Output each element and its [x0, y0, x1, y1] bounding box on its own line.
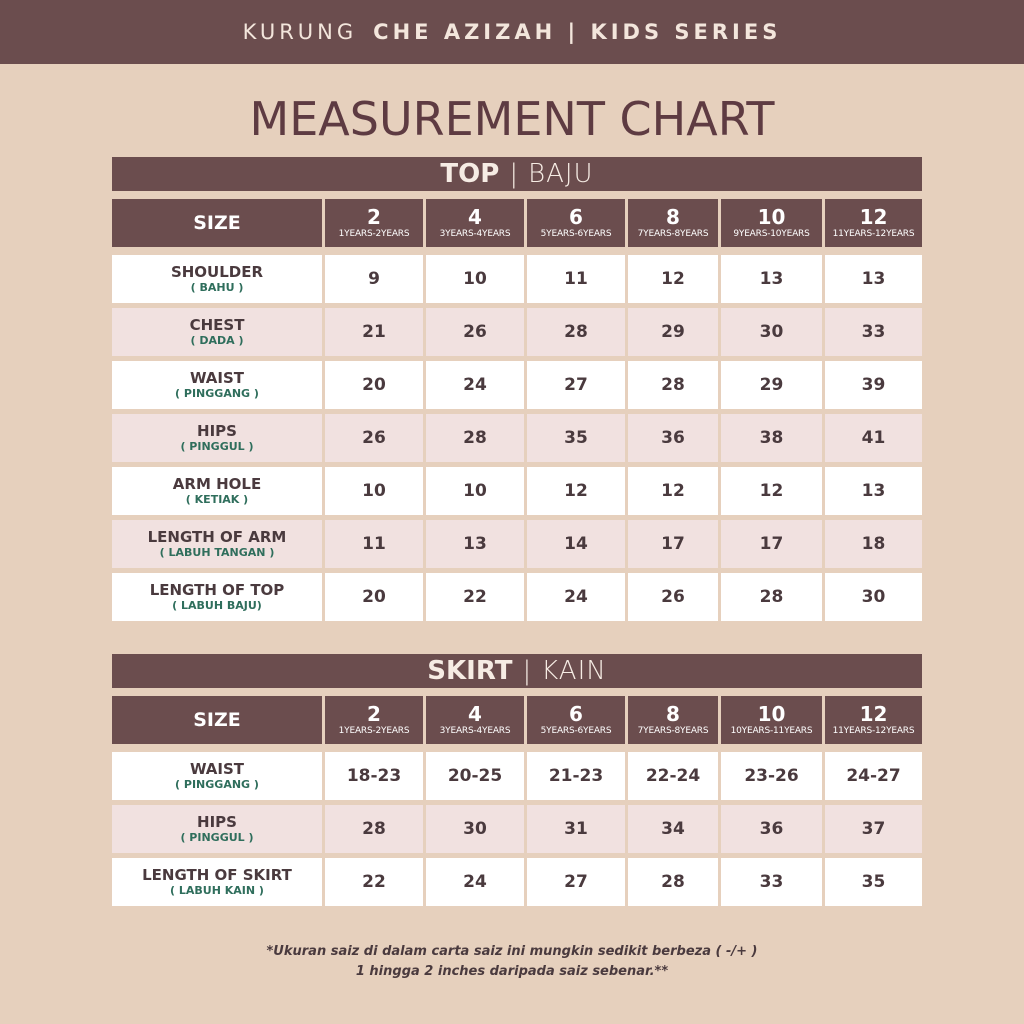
measurement-value: 10	[463, 269, 487, 289]
size-number: 12	[859, 205, 888, 229]
measurement-value: 31	[564, 819, 588, 839]
measurement-value-cell	[426, 752, 524, 800]
measurement-name: LENGTH OF TOP	[149, 580, 285, 599]
size-age-range: 5YEARS-6YEARS	[540, 726, 612, 736]
measurement-value-cell	[825, 308, 922, 356]
measurement-name: HIPS	[197, 812, 237, 831]
measurement-value-cell	[825, 805, 922, 853]
measurement-value-cell	[721, 255, 822, 303]
measurement-value-cell	[721, 573, 822, 621]
size-label: SIZE	[193, 212, 241, 234]
measurement-value-cell	[721, 308, 822, 356]
measurement-value-cell	[527, 308, 625, 356]
size-number: 10	[757, 205, 786, 229]
measurement-name: WAIST	[189, 368, 245, 387]
measurement-label-cell	[112, 752, 322, 800]
measurement-value: 23-26	[744, 766, 799, 786]
measurement-name: WAIST	[189, 759, 245, 778]
size-label: SIZE	[193, 709, 241, 731]
measurement-label-cell	[112, 255, 322, 303]
size-header-cell	[112, 199, 322, 247]
measurement-value: 13	[759, 269, 784, 289]
measurement-value-cell	[325, 414, 423, 462]
measurement-value: 37	[861, 819, 886, 839]
size-column-header	[527, 696, 625, 744]
table-row	[112, 573, 922, 621]
measurement-value-cell	[628, 308, 718, 356]
size-column-header	[527, 199, 625, 247]
measurement-value: 33	[759, 872, 784, 892]
measurement-value: 36	[759, 819, 784, 839]
measurement-value-cell	[628, 520, 718, 568]
top-section-header	[112, 157, 922, 191]
size-age-range: 9YEARS-10YEARS	[733, 229, 810, 239]
size-number: 6	[569, 205, 583, 229]
measurement-value-cell	[628, 573, 718, 621]
measurement-name-malay: ( PINGGANG )	[175, 386, 259, 400]
size-column-header	[426, 696, 524, 744]
measurement-value-cell	[527, 414, 625, 462]
table-row	[112, 520, 922, 568]
measurement-value-cell	[721, 361, 822, 409]
measurement-label-cell	[112, 573, 322, 621]
top-section-title: TOP	[440, 159, 500, 189]
measurement-label-cell	[112, 858, 322, 906]
measurement-value-cell	[325, 361, 423, 409]
measurement-value-cell	[628, 467, 718, 515]
measurement-value-cell	[825, 752, 922, 800]
size-age-range: 3YEARS-4YEARS	[439, 726, 511, 736]
measurement-value: 14	[564, 534, 588, 554]
measurement-value-cell	[325, 858, 423, 906]
measurement-value: 34	[661, 819, 685, 839]
measurement-value: 36	[661, 428, 685, 448]
measurement-value: 21-23	[548, 766, 604, 786]
measurement-value-cell	[825, 467, 922, 515]
size-number: 12	[859, 702, 888, 726]
measurement-value: 24	[463, 375, 487, 395]
brand-prefix: KURUNG	[242, 20, 358, 44]
measurement-label-cell	[112, 361, 322, 409]
size-age-range: 5YEARS-6YEARS	[540, 229, 612, 239]
measurement-value: 29	[661, 322, 685, 342]
measurement-value: 35	[861, 872, 886, 892]
measurement-value: 33	[861, 322, 886, 342]
measurement-label-cell	[112, 805, 322, 853]
measurement-value-cell	[426, 805, 524, 853]
size-age-range: 3YEARS-4YEARS	[439, 229, 511, 239]
measurement-value: 20	[362, 375, 386, 395]
measurement-value: 10	[362, 481, 386, 501]
measurement-value-cell	[325, 573, 423, 621]
measurement-value: 29	[759, 375, 784, 395]
size-column-header	[628, 199, 718, 247]
measurement-value: 28	[362, 819, 386, 839]
measurement-value-cell	[325, 308, 423, 356]
top-section-subtitle: BAJU	[528, 159, 594, 189]
size-column-header	[825, 199, 922, 247]
table-row	[112, 361, 922, 409]
size-column-header	[721, 199, 822, 247]
measurement-value: 26	[463, 322, 487, 342]
measurement-value: 28	[564, 322, 588, 342]
measurement-value: 24	[564, 587, 588, 607]
measurement-label-cell	[112, 467, 322, 515]
measurement-value: 9	[368, 269, 380, 289]
measurement-value-cell	[825, 520, 922, 568]
measurement-value: 13	[861, 481, 886, 501]
measurement-value-cell	[527, 255, 625, 303]
measurement-value-cell	[527, 520, 625, 568]
measurement-value: 27	[564, 872, 588, 892]
measurement-value: 17	[759, 534, 784, 554]
measurement-value: 30	[463, 819, 487, 839]
measurement-value-cell	[825, 573, 922, 621]
measurement-value-cell	[721, 520, 822, 568]
measurement-value: 11	[362, 534, 386, 554]
measurement-label-cell	[112, 520, 322, 568]
measurement-name-malay: ( DADA )	[190, 333, 244, 347]
size-age-range: 11YEARS-12YEARS	[832, 229, 915, 239]
measurement-value-cell	[721, 858, 822, 906]
measurement-value-cell	[527, 467, 625, 515]
measurement-value-cell	[426, 858, 524, 906]
size-number: 2	[367, 702, 381, 726]
measurement-value-cell	[325, 752, 423, 800]
size-age-range: 7YEARS-8YEARS	[637, 726, 709, 736]
measurement-value: 22	[362, 872, 386, 892]
measurement-name: CHEST	[189, 315, 245, 334]
measurement-value: 28	[463, 428, 487, 448]
size-age-range: 1YEARS-2YEARS	[338, 229, 410, 239]
measurement-value: 35	[564, 428, 588, 448]
disclaimer-line-1: *Ukuran saiz di dalam carta saiz ini mungkin sedikit berbeza ( -/+ )	[266, 944, 758, 959]
measurement-value: 12	[661, 269, 685, 289]
measurement-value: 27	[564, 375, 588, 395]
measurement-value-cell	[721, 414, 822, 462]
measurement-value: 21	[362, 322, 386, 342]
table-row	[112, 805, 922, 853]
page-title: MEASUREMENT CHART	[249, 92, 775, 146]
measurement-name-malay: ( LABUH TANGAN )	[159, 545, 275, 559]
measurement-value: 26	[362, 428, 386, 448]
size-age-range: 10YEARS-11YEARS	[730, 726, 813, 736]
measurement-value-cell	[325, 467, 423, 515]
measurement-value: 39	[861, 375, 886, 395]
measurement-value: 12	[661, 481, 685, 501]
size-number: 8	[666, 702, 680, 726]
measurement-value: 26	[661, 587, 685, 607]
measurement-value-cell	[825, 255, 922, 303]
measurement-value: 12	[759, 481, 784, 501]
table-row	[112, 308, 922, 356]
disclaimer-note	[0, 942, 1024, 982]
measurement-name-malay: ( KETIAK )	[185, 492, 249, 506]
table-row	[112, 414, 922, 462]
measurement-value-cell	[825, 361, 922, 409]
size-column-header	[721, 696, 822, 744]
measurement-value: 28	[661, 872, 685, 892]
brand-banner	[0, 0, 1024, 64]
measurement-name: SHOULDER	[170, 262, 264, 281]
measurement-value: 13	[861, 269, 886, 289]
size-age-range: 7YEARS-8YEARS	[637, 229, 709, 239]
measurement-label-cell	[112, 308, 322, 356]
measurement-value-cell	[628, 805, 718, 853]
measurement-value-cell	[426, 361, 524, 409]
measurement-name: HIPS	[197, 421, 237, 440]
measurement-value: 24	[463, 872, 487, 892]
brand-name: CHE AZIZAH | KIDS SERIES	[373, 20, 782, 44]
measurement-name-malay: ( LABUH BAJU)	[172, 598, 262, 612]
measurement-value: 20-25	[447, 766, 503, 786]
measurement-value-cell	[628, 361, 718, 409]
measurement-value-cell	[628, 255, 718, 303]
size-number: 4	[468, 205, 482, 229]
measurement-value-cell	[628, 414, 718, 462]
measurement-value: 22	[463, 587, 487, 607]
measurement-value-cell	[825, 858, 922, 906]
measurement-value-cell	[325, 255, 423, 303]
size-age-range: 1YEARS-2YEARS	[338, 726, 410, 736]
size-column-header	[825, 696, 922, 744]
measurement-value-cell	[426, 573, 524, 621]
measurement-value: 22-24	[645, 766, 701, 786]
measurement-value-cell	[527, 805, 625, 853]
measurement-value: 30	[759, 322, 784, 342]
measurement-value: 28	[759, 587, 784, 607]
measurement-value-cell	[721, 805, 822, 853]
measurement-value: 41	[861, 428, 886, 448]
measurement-value-cell	[426, 467, 524, 515]
measurement-value: 20	[362, 587, 386, 607]
size-header-row	[112, 199, 922, 247]
measurement-value: 24-27	[846, 766, 901, 786]
size-number: 6	[569, 702, 583, 726]
measurement-name-malay: ( PINGGUL )	[180, 830, 254, 844]
measurement-label-cell	[112, 414, 322, 462]
measurement-value-cell	[325, 805, 423, 853]
measurement-value: 38	[759, 428, 784, 448]
size-column-header	[426, 199, 524, 247]
size-column-header	[628, 696, 718, 744]
size-header-cell	[112, 696, 322, 744]
measurement-value-cell	[628, 752, 718, 800]
measurement-name: LENGTH OF SKIRT	[142, 865, 292, 884]
measurement-value: 11	[564, 269, 588, 289]
size-age-range: 11YEARS-12YEARS	[832, 726, 915, 736]
measurement-name-malay: ( PINGGANG )	[175, 777, 259, 791]
size-header-row	[112, 696, 922, 744]
measurement-value: 13	[463, 534, 487, 554]
size-column-header	[325, 696, 423, 744]
size-number: 8	[666, 205, 680, 229]
disclaimer-line-2: 1 hingga 2 inches daripada saiz sebenar.**	[355, 964, 669, 979]
measurement-value-cell	[825, 414, 922, 462]
measurement-value-cell	[325, 520, 423, 568]
measurement-value-cell	[721, 467, 822, 515]
measurement-value: 30	[861, 587, 886, 607]
measurement-value-cell	[426, 414, 524, 462]
measurement-value-cell	[426, 308, 524, 356]
size-number: 4	[468, 702, 482, 726]
measurement-name-malay: ( LABUH KAIN )	[170, 883, 264, 897]
skirt-section-title: SKIRT	[427, 656, 513, 686]
section-divider: |	[509, 159, 519, 189]
table-row	[112, 255, 922, 303]
size-number: 2	[367, 205, 381, 229]
size-column-header	[325, 199, 423, 247]
measurement-name: ARM HOLE	[172, 474, 262, 493]
section-divider: |	[522, 656, 532, 686]
measurement-value: 18	[861, 534, 886, 554]
measurement-value-cell	[527, 858, 625, 906]
measurement-name-malay: ( BAHU )	[190, 280, 244, 294]
size-number: 10	[757, 702, 786, 726]
measurement-value: 18-23	[346, 766, 402, 786]
measurement-value-cell	[426, 255, 524, 303]
measurement-value: 17	[661, 534, 685, 554]
measurement-value: 12	[564, 481, 588, 501]
table-row	[112, 752, 922, 800]
measurement-value-cell	[628, 858, 718, 906]
measurement-value-cell	[527, 573, 625, 621]
measurement-value-cell	[527, 752, 625, 800]
measurement-value-cell	[426, 520, 524, 568]
measurement-value: 28	[661, 375, 685, 395]
table-row	[112, 467, 922, 515]
measurement-value-cell	[527, 361, 625, 409]
skirt-section-subtitle: KAIN	[541, 656, 607, 686]
measurement-value-cell	[721, 752, 822, 800]
measurement-name-malay: ( PINGGUL )	[180, 439, 254, 453]
skirt-section-header	[112, 654, 922, 688]
table-row	[112, 858, 922, 906]
measurement-value: 10	[463, 481, 487, 501]
measurement-name: LENGTH OF ARM	[147, 527, 287, 546]
